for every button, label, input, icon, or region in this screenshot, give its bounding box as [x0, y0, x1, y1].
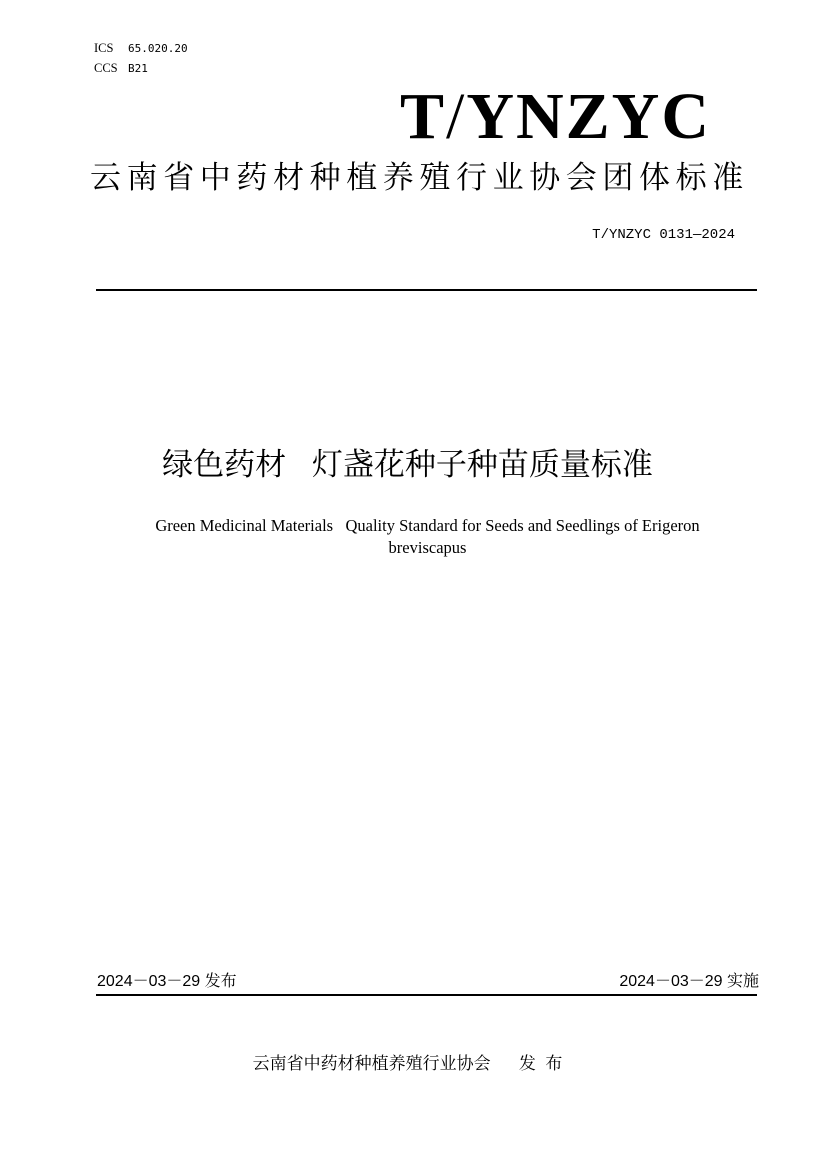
ics-label: ICS: [94, 41, 114, 55]
publish-date: 2024－03－29 发布: [97, 973, 237, 990]
organization-title: 云南省中药材种植养殖行业协会团体标准: [90, 160, 749, 195]
ics-value: 65.020.20: [128, 42, 188, 55]
implement-date: 2024－03－29 实施: [619, 973, 759, 990]
footer-divider: [96, 994, 757, 996]
ccs-label: CCS: [94, 61, 118, 75]
ccs-value: B21: [128, 62, 148, 75]
english-title-line-1: Green Medicinal Materials Quality Standard for Seeds and Seedlings of Erigeron: [155, 516, 700, 535]
standard-logo: [400, 82, 711, 152]
ics-code: [94, 40, 188, 57]
logo-slash: /: [445, 80, 467, 153]
logo-prefix: T: [399, 80, 446, 153]
standard-number: T/YNZYC 0131—2024: [592, 227, 735, 243]
english-title-line-2: breviscapus: [388, 538, 467, 557]
logo-suffix: YNZYC: [466, 80, 711, 153]
header-divider: [96, 289, 757, 291]
ccs-code: [94, 60, 148, 77]
issuer-line: 云南省中药材种植养殖行业协会 发 布: [252, 1054, 563, 1073]
document-title-english: [60, 515, 795, 559]
document-title-chinese: 绿色药材 灯盏花种子种苗质量标准: [162, 447, 653, 482]
